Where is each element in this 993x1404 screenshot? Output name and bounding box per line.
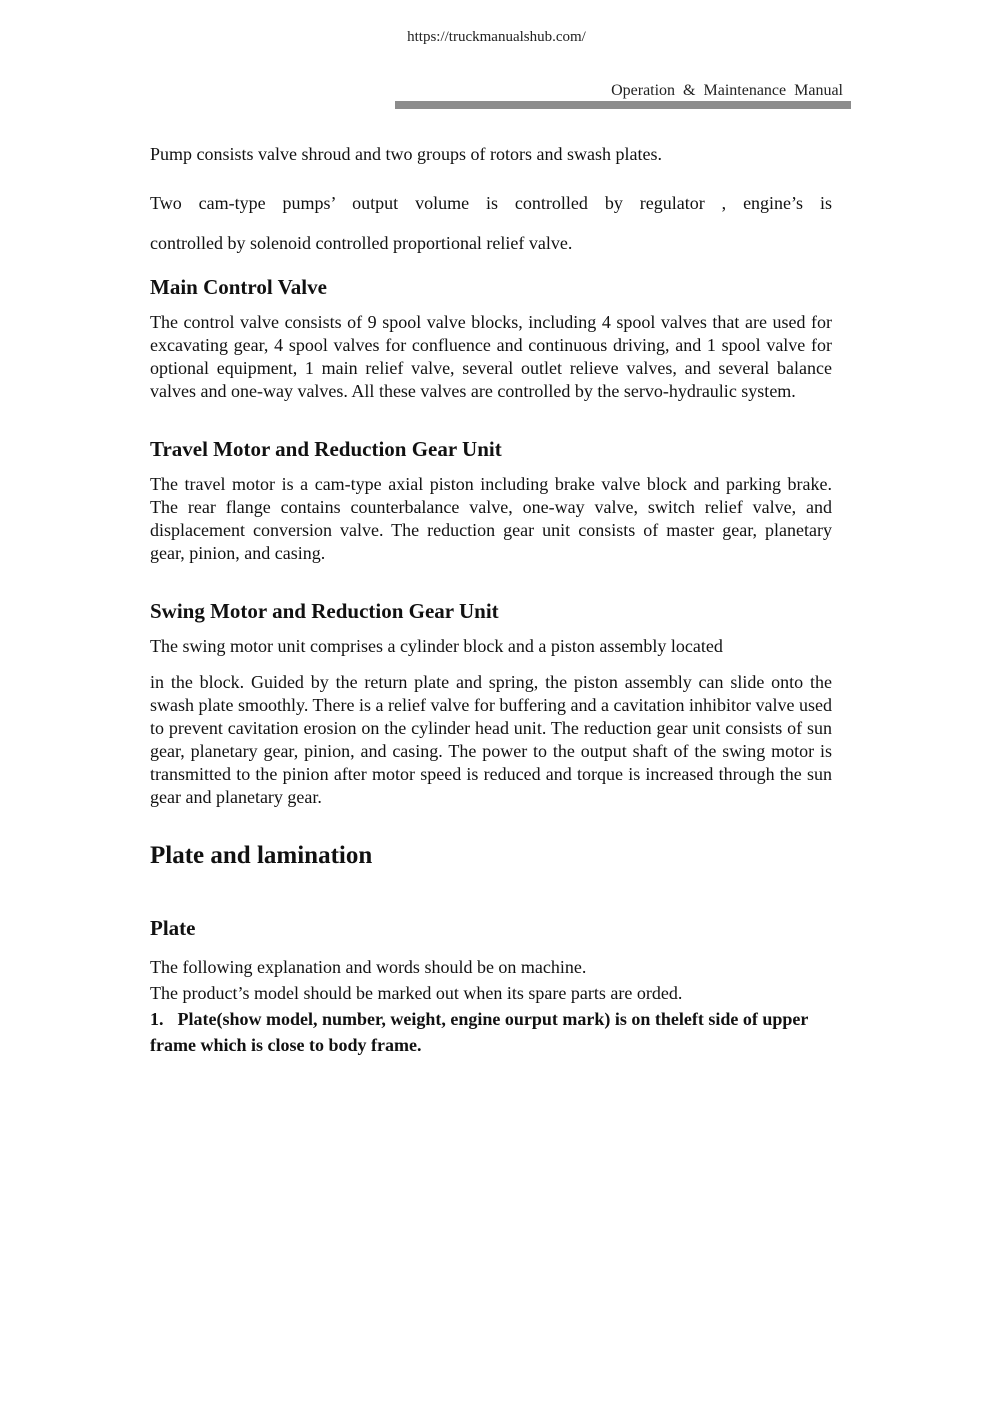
header-rule [395, 101, 851, 109]
intro-paragraph-line: controlled by solenoid controlled proportional relief valve. [150, 233, 573, 253]
source-url: https://truckmanualshub.com/ [407, 29, 586, 45]
manual-title: Operation & Maintenance Manual [611, 82, 843, 99]
list-item-number: 1. [150, 1009, 164, 1029]
section-title-plate-lamination: Plate and lamination [150, 842, 373, 869]
heading-main-control-valve: Main Control Valve [150, 275, 327, 299]
swing-motor-paragraph: in the block. Guided by the return plate and spring, the piston assembly can slide onto the swash plate smoothly. There is a relief valve for buffering and a cavitation inhibitor valve used to prevent cavitation erosion on the cylinder head unit. The reduction gear unit consists of sun gear, planetary gear, pinion, and casing. The power to the output shaft of the swing motor is transmitted to the pinion after motor speed is reduced and torque is increased through the sun gear and planetary gear. [150, 672, 832, 807]
heading-plate: Plate [150, 916, 196, 940]
heading-travel-motor: Travel Motor and Reduction Gear Unit [150, 437, 502, 461]
travel-motor-paragraph: The travel motor is a cam-type axial piston including brake valve block and parking brake. The rear flange contains counterbalance valve, one-way valve, switch relief valve, and displacement conversion valve. The reduction gear unit consists of master gear, planetary gear, pinion, and casing. [150, 474, 832, 563]
heading-swing-motor: Swing Motor and Reduction Gear Unit [150, 599, 499, 623]
plate-line: The following explanation and words should be on machine. [150, 957, 587, 977]
list-item-text: Plate(show model, number, weight, engine ourput mark) is on theleft side of upper frame which is close to body frame. [150, 1009, 809, 1055]
plate-line: The product’s model should be marked out when its spare parts are orded. [150, 983, 683, 1003]
swing-motor-paragraph: The swing motor unit comprises a cylinder block and a piston assembly located [150, 636, 723, 656]
page-body [150, 143, 832, 1058]
intro-paragraph-line: Two cam-type pumps’ output volume is controlled by regulator , engine’s is [150, 193, 832, 213]
intro-paragraph: Pump consists valve shroud and two groups of rotors and swash plates. [150, 144, 662, 164]
main-control-valve-paragraph: The control valve consists of 9 spool valve blocks, including 4 spool valves that are used for excavating gear, 4 spool valves for confluence and continuous driving, and 1 spool valve for optional equipment, 1 main relief valve, several outlet relieve valves, and several balance valves and one-way valves. All these valves are controlled by the servo-hydraulic system. [150, 312, 832, 401]
plate-list-item [150, 1006, 832, 1058]
